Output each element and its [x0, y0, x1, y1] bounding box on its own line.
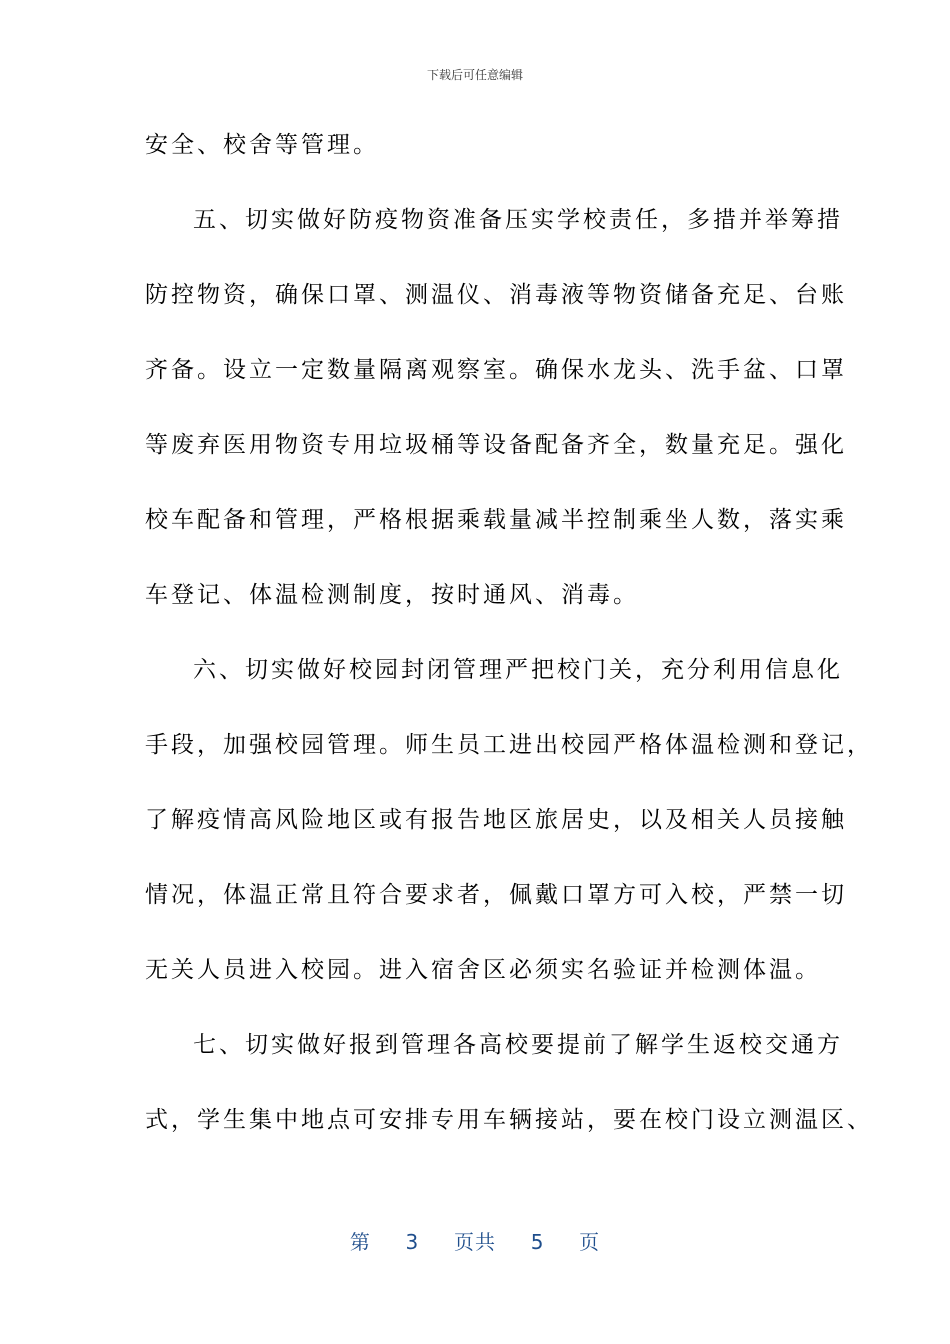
text-line: 式，学生集中地点可安排专用车辆接站，要在校门设立测温区、: [145, 1107, 873, 1133]
text-line: 齐备。设立一定数量隔离观察室。确保水龙头、洗手盆、口罩: [145, 357, 847, 383]
text-line: 防控物资，确保口罩、测温仪、消毒液等物资储备充足、台账: [145, 282, 847, 308]
current-page-number: 3: [405, 1230, 420, 1254]
total-pages-number: 5: [530, 1230, 545, 1254]
page-middle: 页共: [454, 1230, 496, 1254]
text-line: 车登记、体温检测制度，按时通风、消毒。: [145, 582, 639, 608]
page-prefix: 第: [349, 1230, 371, 1254]
text-line: 六、切实做好校园封闭管理严把校门关，充分利用信息化: [193, 657, 843, 683]
page-footer: [0, 1226, 950, 1255]
text-line: 了解疫情高风险地区或有报告地区旅居史，以及相关人员接触: [145, 807, 847, 833]
text-line: 校车配备和管理，严格根据乘载量减半控制乘坐人数，落实乘: [145, 507, 847, 533]
header-note: 下载后可任意编辑: [426, 68, 523, 82]
text-line: 七、切实做好报到管理各高校要提前了解学生返校交通方: [193, 1032, 843, 1058]
document-body: [145, 121, 873, 1171]
text-line: 情况，体温正常且符合要求者，佩戴口罩方可入校，严禁一切: [145, 882, 847, 908]
page-suffix: 页: [579, 1230, 601, 1254]
text-line: 安全、校舍等管理。: [145, 132, 379, 158]
text-line: 无关人员进入校园。进入宿舍区必须实名验证并检测体温。: [145, 957, 821, 983]
text-line: 五、切实做好防疫物资准备压实学校责任，多措并举筹措: [193, 207, 843, 233]
text-line: 等废弃医用物资专用垃圾桶等设备配备齐全，数量充足。强化: [145, 432, 847, 458]
text-line: 手段，加强校园管理。师生员工进出校园严格体温检测和登记，: [145, 732, 873, 758]
